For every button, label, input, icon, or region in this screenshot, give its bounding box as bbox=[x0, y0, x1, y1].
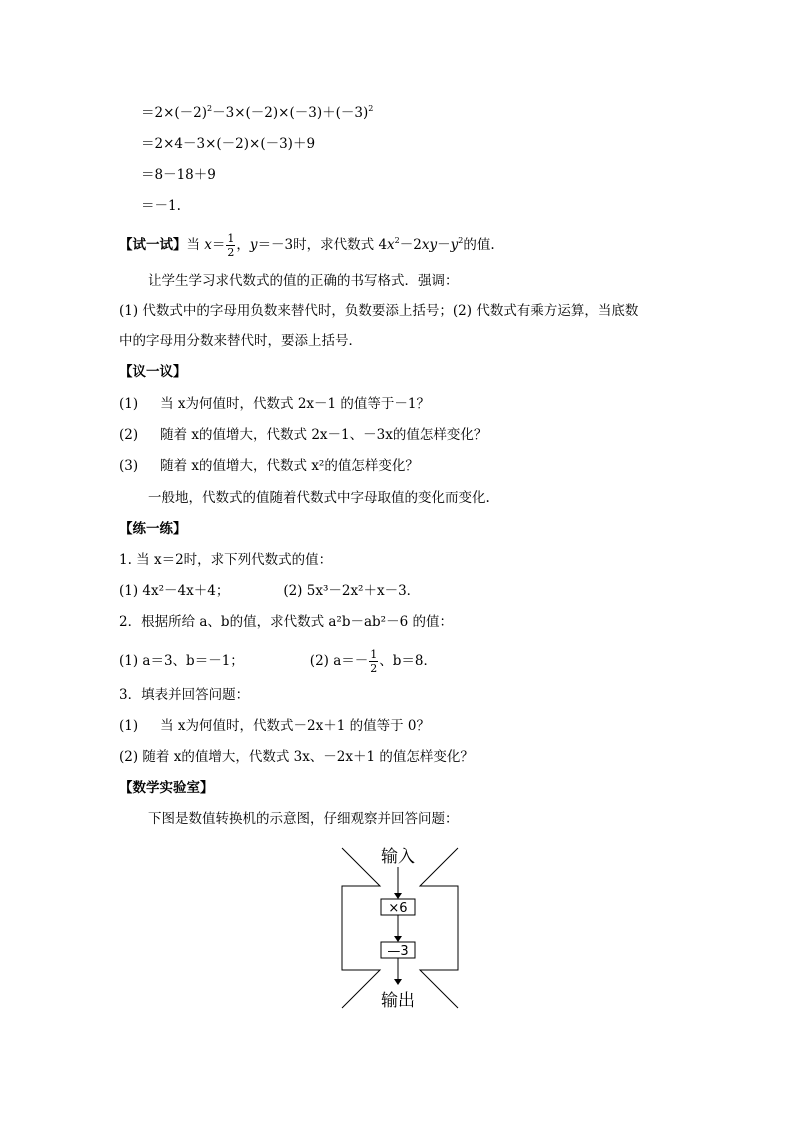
multiply-op-label: ×6 bbox=[388, 901, 408, 916]
equation-line-2: ＝2×4－3×(－2)×(－3)＋9 bbox=[141, 136, 316, 152]
equation-line-3: ＝8－18＋9 bbox=[141, 167, 216, 183]
try-it-heading: 【试一试】 bbox=[119, 237, 187, 253]
practice-item-1-subparts: (1) 4x²－4x＋4； (2) 5x³－2x²＋x－3． bbox=[119, 583, 421, 599]
fraction-one-half: $\frac{1}{2}$ bbox=[227, 232, 235, 259]
discuss-question-3: (3) 随着 x的值增大，代数式 x²的值怎样变化？ bbox=[119, 458, 419, 474]
arrow-head-1 bbox=[394, 893, 402, 899]
discuss-question-2: (2) 随着 x的值增大，代数式 2x－1、－3x的值怎样变化？ bbox=[119, 427, 488, 443]
practice-item-1: 1. 当 x＝2时，求下列代数式的值： bbox=[119, 552, 333, 568]
guide-paragraph-1: 让学生学习求代数式的值的正确的书写格式．强调： bbox=[148, 273, 459, 289]
output-label: 输出 bbox=[381, 991, 415, 1011]
practice-item-2-subparts: (1) a＝3、b＝－1； (2) a＝－ $\frac{1}{2}$ 、b＝8． bbox=[119, 648, 437, 675]
practice-item-2: 2．根据所给 a、b的值，求代数式 a²b－ab²－6 的值： bbox=[119, 614, 453, 630]
equation-line-1: $=2\times(-2)^2-3\times(-2)\times(-3)+(-3)^2$ bbox=[141, 104, 374, 121]
arrow-head-2 bbox=[394, 936, 402, 942]
practice-item-3: 3．填表并回答问题： bbox=[119, 687, 250, 703]
conversion-machine-diagram bbox=[330, 840, 470, 1015]
discuss-heading: 【议一议】 bbox=[119, 364, 187, 380]
practice-item-3-part-1: (1) 当 x为何值时，代数式－2x＋1 的值等于 0？ bbox=[119, 718, 430, 734]
lab-heading: 【数学实验室】 bbox=[119, 780, 214, 796]
practice-item-3-part-2: (2) 随着 x的值增大，代数式 3x、－2x＋1 的值怎样变化？ bbox=[119, 749, 474, 765]
lab-intro: 下图是数值转换机的示意图，仔细观察并回答问题： bbox=[148, 811, 459, 827]
machine-right-outline bbox=[420, 848, 458, 1008]
guide-paragraph-2: (1) 代数式中的字母用负数来替代时，负数要添上括号；(2) 代数式有乘方运算，当底数 bbox=[119, 303, 639, 319]
input-label: 输入 bbox=[381, 847, 415, 867]
discuss-question-1: (1) 当 x为何值时，代数式 2x－1 的值等于－1？ bbox=[119, 396, 430, 412]
try-it-line: 【试一试】当 x＝ $\frac{1}{2}$ ，y＝－3时，求代数式 $4x^2-2xy-y^2$的值. bbox=[119, 232, 495, 259]
practice-heading: 【练一练】 bbox=[119, 521, 187, 537]
fraction-one-half-2: $\frac{1}{2}$ bbox=[370, 648, 378, 675]
machine-left-outline bbox=[342, 848, 380, 1008]
subtract-op-label: —3 bbox=[387, 944, 409, 959]
discuss-summary: 一般地，代数式的值随着代数式中字母取值的变化而变化. bbox=[148, 490, 490, 506]
equation-line-4: ＝－1. bbox=[141, 198, 181, 214]
guide-paragraph-3: 中的字母用分数来替代时，要添上括号． bbox=[119, 333, 362, 349]
arrow-head-3 bbox=[394, 979, 402, 985]
